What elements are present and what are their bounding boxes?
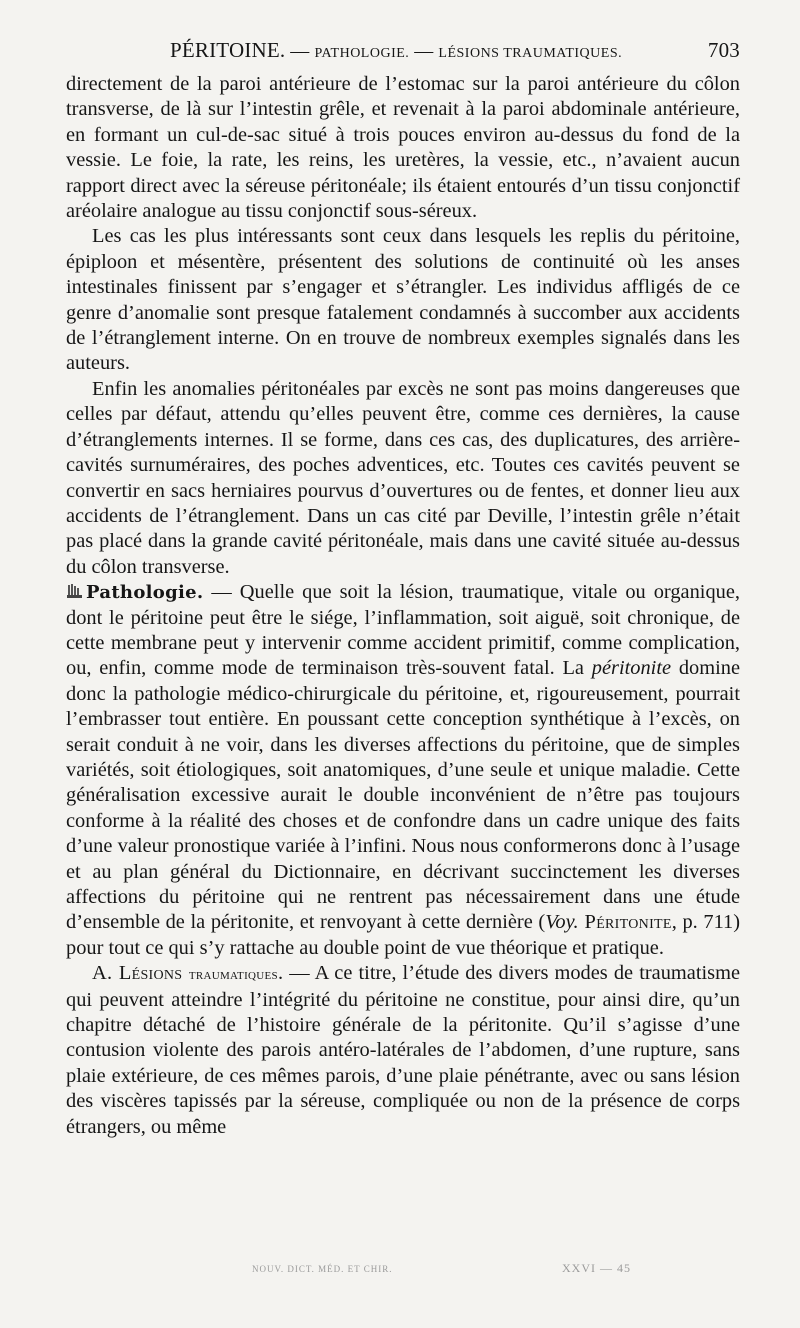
paragraph-anomalies-exces: Enfin les anomalies péritonéales par excès ne sont pas moins dangereuses que celles par défaut, attendu qu’elles peuvent être, comme ces dernières, la cause d’étranglements internes. Il se forme, dans ces cas, des duplicatures, des arrière-cavités surnuméraires, des poches adventices, etc. Toutes ces cavités peuvent se convertir en sacs herniaires pourvus d’ouvertures ou de fentes, et donner lieu aux accidents de l’étranglement. Dans un cas cité par Deville, l’intestin grêle n’était pas placé dans la grande cavité péritonéale, mais dans une cavité située au-dessus du côlon transverse. bbox=[66, 377, 740, 578]
page-footer bbox=[0, 1261, 800, 1284]
paragraph-pathologie bbox=[66, 580, 740, 961]
lesions-text: — A ce titre, l’étude des divers modes de traumatisme qui peuvent atteindre l’intégrité du péritoine ne constitue, pour ainsi dire, qu’un chapitre détaché de l’histoire générale de la péritonite. Qu’il s’agisse d’une contusion violente des parois antéro-latérales de l’abdomen, d’une rupture, sans plaie extérieure, de ces mêmes parois, d’une plaie pénétrante, avec ou sans lésion des viscères tapissés par la séreuse, compliquée ou non de la présence de corps étrangers, ou même bbox=[66, 962, 740, 1138]
running-head-dash-1: — bbox=[285, 41, 315, 62]
section-heading-lesions-a: A. Lésions bbox=[92, 962, 189, 985]
paragraph-lesions-traumatiques bbox=[66, 961, 740, 1140]
pathologie-text-a: — Quelle que soit la lésion, traumatique, vitale ou organique, dont le péritoine peut être le siége, l’inflammation, soit aiguë, soit chronique, de cette membrane peut y intervenir comme accident primitif, comme complication, ou, enfin, comme mode de terminaison très-souvent fatal. La bbox=[66, 581, 740, 680]
running-head-dash-2: — bbox=[409, 41, 439, 62]
running-head-section: PATHOLOGIE. bbox=[314, 46, 410, 61]
pointing-hand-icon bbox=[66, 582, 84, 600]
section-heading-pathologie: Pathologie. bbox=[86, 582, 204, 604]
pathologie-text-b: domine donc la pathologie médico-chirurgicale du péritoine, et, rigoureusement, pourrait l’embrasser tout entière. En poussant cette conception synthétique à l’excès, on serait conduit à ne voir, dans les diverses affections du péritoine, que de simples variétés, soit étiologiques, soit anatomiques, d’une seule et unique maladie. Cette généralisation excessive aurait le double inconvénient de n’être pas toujours conforme à la réalité des choses et de confondre dans un cadre unique des faits d’une valeur pronostique variée à l’infini. Nous nous conformerons donc à l’usage et au plan général du Dictionnaire, en décrivant succinctement les diverses affections du péritoine qui ne rentrent pas nécessairement dans une étude d’ensemble de la péritonite, et renvoyant à cette dernière ( bbox=[66, 657, 740, 934]
section-heading-lesions-b: traumatiques bbox=[188, 966, 278, 984]
pathologie-text-c: , p. 711) pour tout ce qui s’y rattache au double point de vue théorique et pratique. bbox=[66, 911, 740, 959]
running-head-subsection: LÉSIONS TRAUMATIQUES. bbox=[438, 46, 623, 61]
cross-reference-voy: Voy. bbox=[545, 911, 579, 934]
running-head-main: PÉRITOINE. bbox=[170, 38, 286, 62]
paragraph-cas-interessants: Les cas les plus intéressants sont ceux dans lesquels les replis du péritoine, épiploon et mésentère, présentent des solutions de continuité où les anses intestinales finissent par s’engager et s’étrangler. Les individus affligés de ce genre d’anomalie sont presque fatalement condamnés à succomber aux accidents de l’étranglement interne. On en trouve de nombreux exemples signalés dans les auteurs. bbox=[66, 225, 740, 375]
cross-reference-peritonite: Péritonite bbox=[578, 911, 672, 934]
section-heading-lesions-c: . bbox=[277, 962, 284, 985]
printer-signature: NOUV. DICT. MÉD. ET CHIR. bbox=[252, 1264, 393, 1274]
term-peritonite: péritonite bbox=[591, 657, 672, 680]
page-number: 703 bbox=[707, 38, 740, 62]
sheet-signature: XXVI — 45 bbox=[562, 1261, 631, 1275]
running-head-title bbox=[170, 38, 622, 63]
paragraph-continued: directement de la paroi antérieure de l’estomac sur la paroi antérieure du côlon transverse, de là sur l’intestin grêle, et revenait à la paroi abdominale antérieure, en formant un cul-de-sac situé à trois pouces environ au-dessus du fond de la vessie. Le foie, la rate, les reins, les uretères, la vessie, etc., n’avaient aucun rapport direct avec la séreuse péritonéale; ils étaient entourés d’un tissu conjonctif aréolaire analogue au tissu conjonctif sous-séreux. bbox=[66, 73, 740, 223]
running-head bbox=[66, 34, 740, 72]
